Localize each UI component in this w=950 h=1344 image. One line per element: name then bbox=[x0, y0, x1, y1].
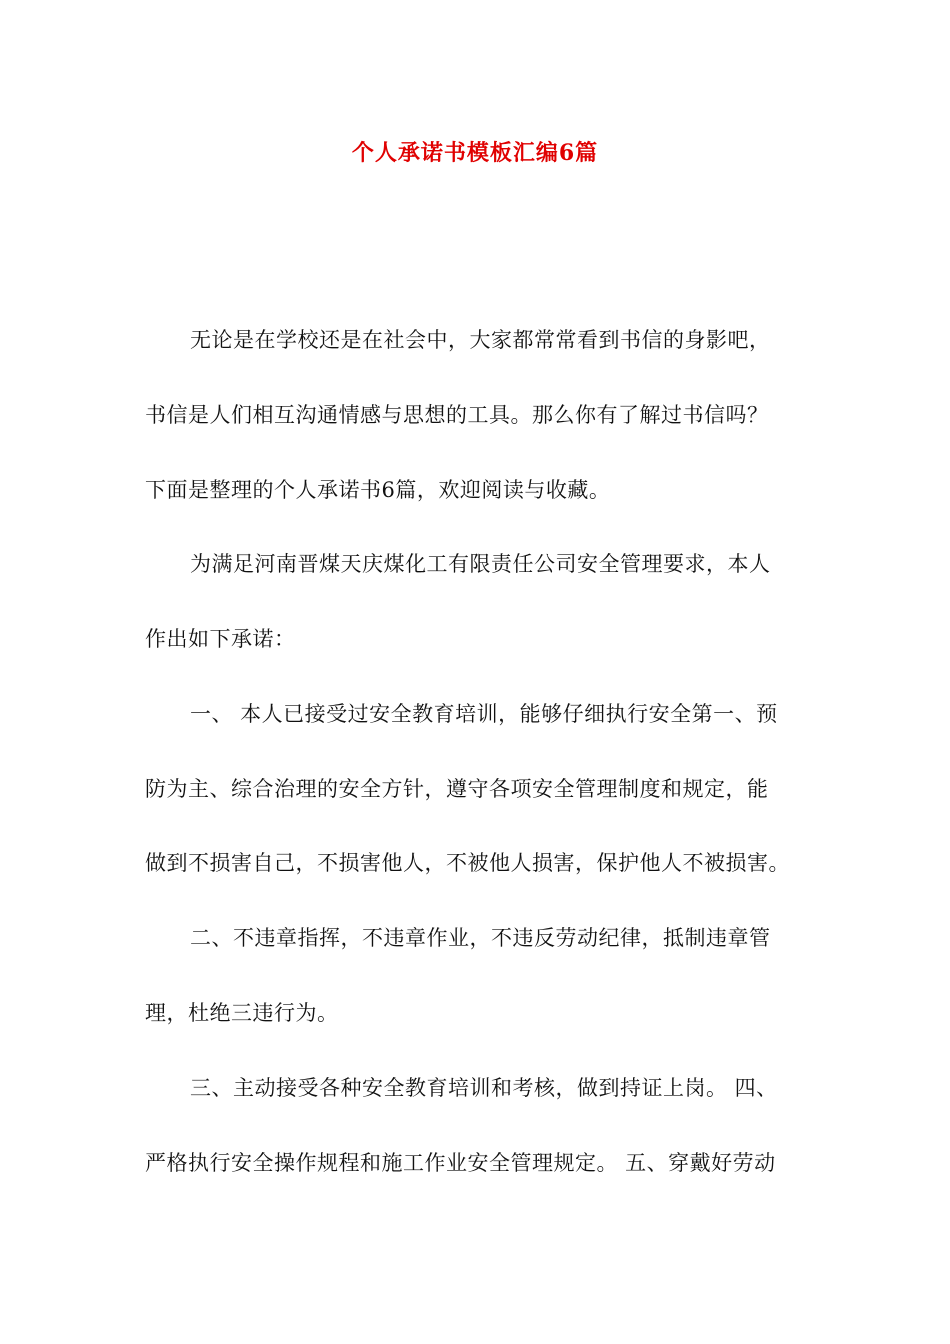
paragraph-line: 严格执行安全操作规程和施工作业安全管理规定。 五、穿戴好劳动 bbox=[145, 1151, 776, 1175]
paragraph-line: 做到不损害自己，不损害他人，不被他人损害，保护他人不被损害。 bbox=[145, 851, 790, 875]
paragraph-line: 二、不违章指挥，不违章作业，不违反劳动纪律，抵制违章管 bbox=[190, 926, 771, 950]
paragraph-line: 下面是整理的个人承诺书6篇，欢迎阅读与收藏。 bbox=[145, 478, 611, 502]
paragraph-line: 无论是在学校还是在社会中，大家都常常看到书信的身影吧， bbox=[190, 328, 771, 352]
paragraph-line: 理，杜绝三违行为。 bbox=[145, 1001, 339, 1025]
paragraph-line: 作出如下承诺： bbox=[145, 627, 296, 651]
paragraph-line: 为满足河南晋煤天庆煤化工有限责任公司安全管理要求，本人 bbox=[190, 552, 771, 576]
paragraph-line: 书信是人们相互沟通情感与思想的工具。那么你有了解过书信吗？ bbox=[145, 403, 769, 427]
paragraph-line: 一、 本人已接受过安全教育培训，能够仔细执行安全第一、预 bbox=[190, 702, 778, 726]
document-title: 个人承诺书模板汇编6篇 bbox=[351, 140, 599, 166]
paragraph-line: 防为主、综合治理的安全方针，遵守各项安全管理制度和规定，能 bbox=[145, 777, 769, 801]
paragraph-line: 三、主动接受各种安全教育培训和考核，做到持证上岗。 四、 bbox=[190, 1076, 778, 1100]
